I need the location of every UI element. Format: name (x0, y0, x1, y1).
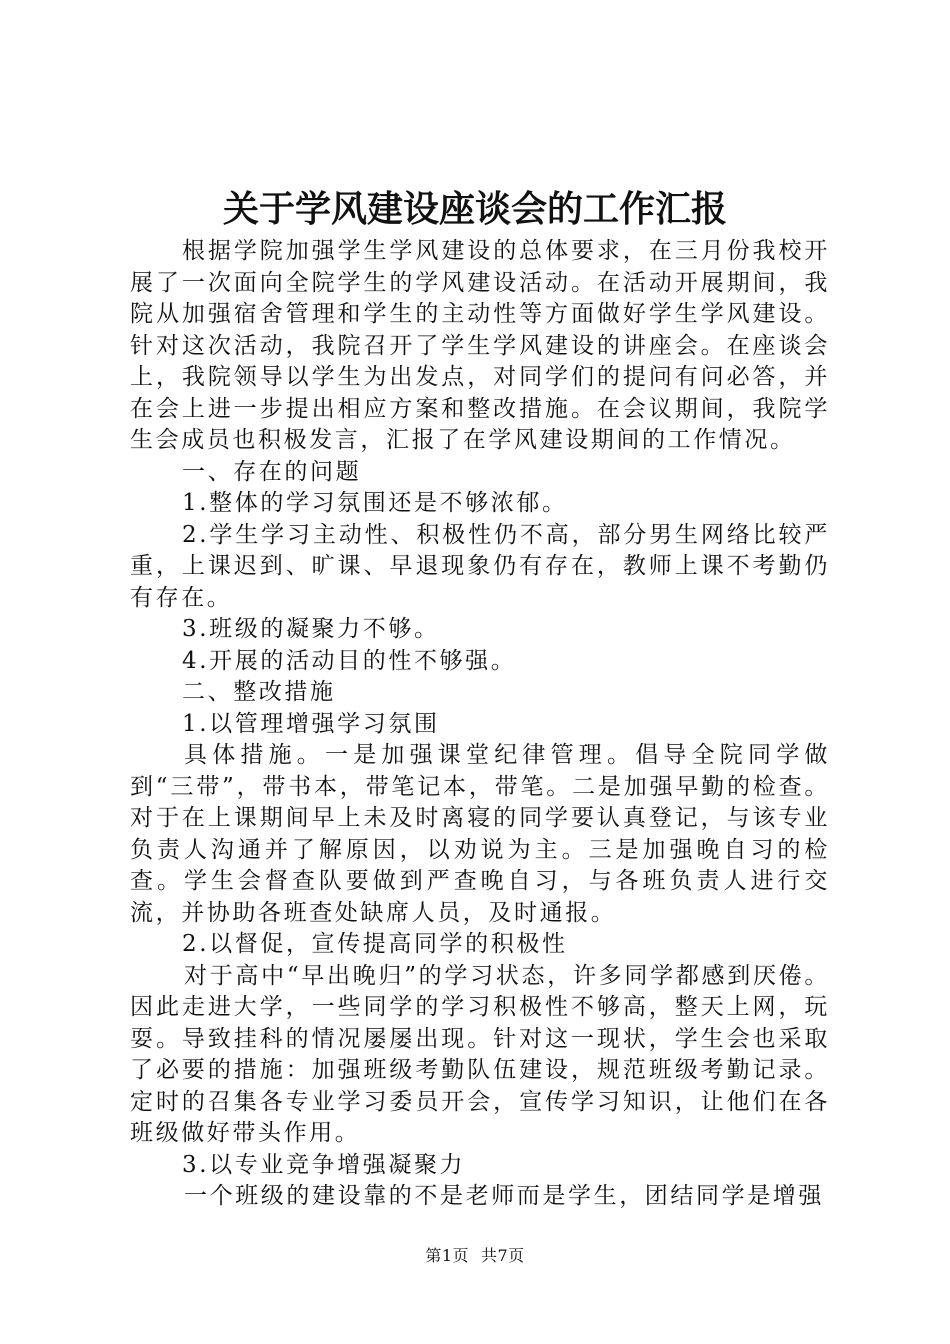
subheading: 3.以专业竞争增强凝聚力 (182, 1151, 466, 1178)
list-item: 4.开展的活动目的性不够强。 (182, 647, 517, 674)
subheading: 2.以督促，宣传提高同学的积极性 (182, 931, 568, 957)
page-footer (0, 1246, 950, 1266)
list-item: 1.整体的学习氛围还是不够浓郁。 (182, 490, 568, 516)
paragraph-body: 一个班级的建设靠的不是老师而是学生，团结同学是增强 (184, 1183, 824, 1209)
paragraph-body: 对于高中“早出晚归”的学习状态，许多同学都感到厌倦。因此走进大学，一些同学的学习积极性不够高，整天上网，玩耍。导致挂科的情况屡屡出现。针对这一现状，学生会也采取了必要的措施：加强班级考勤队伍建设，规范班级考勤记录。定时的召集各专业学习委员开会，宣传学习知识，让他们在各班级做好带头作用。 (130, 962, 830, 1146)
document-body (130, 236, 830, 1213)
document-title: 关于学风建设座谈会的工作汇报 (222, 189, 727, 230)
heading-problems: 一、存在的问题 (182, 458, 362, 485)
subheading: 1.以管理增强学习氛围 (182, 710, 440, 737)
heading-measures: 二、整改措施 (182, 679, 336, 705)
paragraph-body: 具体措施。一是加强课堂纪律管理。倡导全院同学做到“三带”，带书本，带笔记本，带笔。二是加强早勤的检查。对于在上课期间早上未及时离寝的同学要认真登记，与该专业负责人沟通并了解原因，以劝说为主。三是加强晚自习的检查。学生会督查队要做到严查晚自习，与各班负责人进行交流，并协助各班查处缺席人员，及时通报。 (130, 742, 830, 926)
page-number: 第1页 (425, 1246, 469, 1265)
paragraph-intro: 根据学院加强学生学风建设的总体要求，在三月份我校开展了一次面向全院学生的学风建设活动。在活动开展期间，我院从加强宿舍管理和学生的主动性等方面做好学生学风建设。针对这次活动，我院召开了学生学风建设的讲座会。在座谈会上，我院领导以学生为出发点，对同学们的提问有问必答，并在会上进一步提出相应方案和整改措施。在会议期间，我院学生会成员也积极发言，汇报了在学风建设期间的工作情况。 (130, 238, 830, 453)
page-total: 共7页 (481, 1246, 525, 1265)
list-item: 2.学生学习主动性、积极性仍不高，部分男生网络比较严重，上课迟到、旷课、早退现象仍有存在，教师上课不考勤仍有存在。 (130, 521, 830, 611)
list-item: 3.班级的凝聚力不够。 (182, 616, 440, 642)
